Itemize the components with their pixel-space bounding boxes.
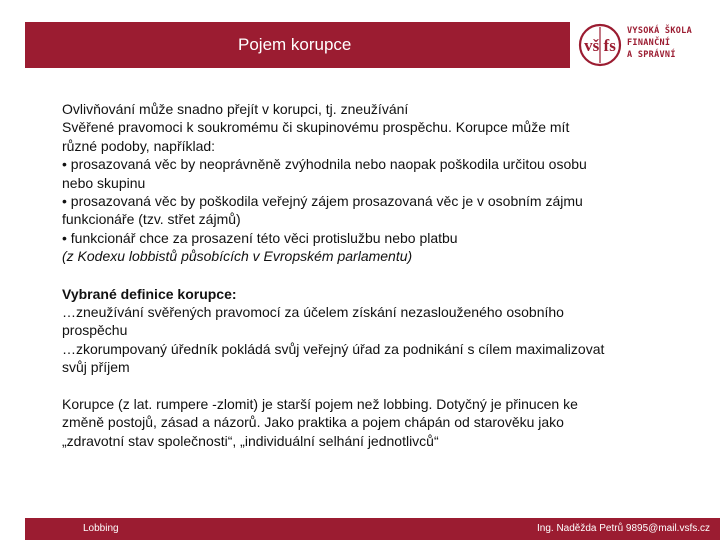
text-line: „zdravotní stav společnosti“, „individuální selhání jednotlivců“ [62,432,439,449]
text-line: nebo skupinu [62,174,146,191]
footer-topic: Lobbing [83,523,119,534]
page-title: Pojem korupce [238,35,352,54]
logo-emblem-text: vš fs [584,36,616,55]
school-logo [577,22,707,68]
logo-line: FINANČNÍ [627,38,671,48]
definition-line: prospěchu [62,322,128,339]
intro-paragraph [62,100,690,266]
bullet-line: • prosazovaná věc by poškodila veřejný zájem prosazovaná věc je v osobním zájmu [62,193,583,210]
text-line: Svěřené pravomoci k soukromému či skupinovému prospěchu. Korupce může mít [62,119,570,136]
footer-author: Ing. Naděžda Petrů 9895@mail.vsfs.cz [536,523,710,534]
footer-bar [25,518,720,540]
bullet-line: • funkcionář chce za prosazení této věci protislužbu nebo platbu [62,229,458,246]
bullet-line: • prosazovaná věc by neoprávněně zvýhodnila nebo naopak poškodila určitou osobu [62,156,587,173]
definitions-section [62,285,690,377]
header-bar [25,22,570,68]
definition-line: …zkorumpovaný úředník pokládá svůj veřejný úřad za podnikání s cílem maximalizovat [62,340,605,357]
text-line: Korupce (z lat. rumpere -zlomit) je starší pojem než lobbing. Dotyčný je přinucen ke [62,395,578,412]
text-line: změně postojů, zásad a názorů. Jako praktika a pojem chápán od starověku jako [62,414,564,431]
vsfs-logo-icon [577,22,623,68]
source-note: (z Kodexu lobbistů působících v Evropském parlamentu) [62,248,413,265]
text-line: Ovlivňování může snadno přejít v korupci, tj. zneužívání [62,101,409,117]
logo-line: A SPRÁVNÍ [627,50,676,60]
text-line: funkcionáře (tzv. střet zájmů) [62,211,241,228]
definition-line: …zneužívání svěřených pravomocí za účelem získání nezaslouženého osobního [62,304,564,321]
etymology-paragraph [62,395,690,450]
definition-line: svůj příjem [62,359,130,376]
text-line: různé podoby, například: [62,137,216,154]
logo-line: VYSOKÁ ŠKOLA [627,26,693,36]
logo-wordmark [627,25,692,61]
definitions-heading: Vybrané definice korupce: [62,285,237,302]
slide-content [62,100,690,450]
